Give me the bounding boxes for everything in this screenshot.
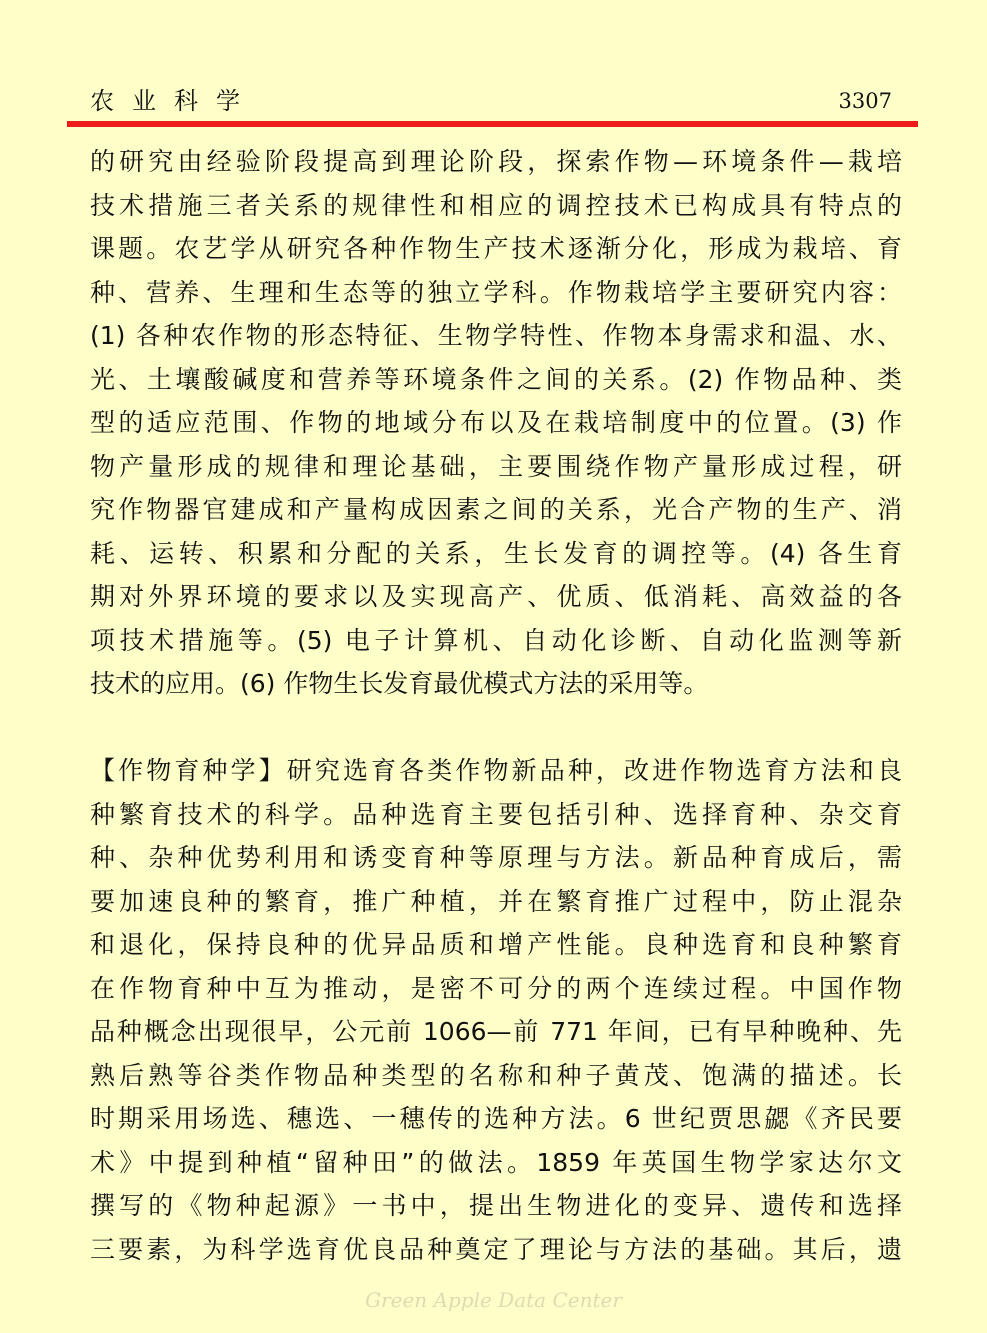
text-line: 种繁育技术的科学。品种选育主要包括引种、选择育种、杂交育	[90, 799, 902, 829]
text-line: 种、营养、生理和生态等的独立学科。作物栽培学主要研究内容：	[90, 277, 902, 307]
text-line: 物产量形成的规律和理论基础，主要围绕作物产量形成过程，研	[90, 451, 902, 481]
text-line: 品种概念出现很早，公元前 1066—前 771 年间，已有早种晚种、先	[90, 1017, 902, 1046]
paragraph-crop-breeding	[90, 749, 902, 1271]
page-number: 3307	[838, 89, 892, 113]
text-line: 三要素，为科学选育优良品种奠定了理论与方法的基础。其后，遗	[90, 1234, 902, 1264]
text-line: 究作物器官建成和产量构成因素之间的关系，光合产物的生产、消	[90, 495, 902, 524]
text-line: 【作物育种学】研究选育各类作物新品种，改进作物选育方法和良	[90, 756, 902, 785]
paragraph-crop-cultivation	[90, 140, 902, 706]
text-line: 要加速良种的繁育，推广种植，并在繁育推广过程中，防止混杂	[90, 886, 902, 916]
text-line: 种、杂种优势利用和诱变育种等原理与方法。新品种育成后，需	[90, 843, 902, 872]
text-line: 技术措施三者关系的规律性和相应的调控技术已构成具有特点的	[90, 190, 902, 220]
header-rule	[67, 121, 918, 127]
paragraph-gap	[90, 706, 902, 750]
text-line: 耗、运转、积累和分配的关系，生长发育的调控等。(4) 各生育	[90, 538, 902, 568]
text-line: 型的适应范围、作物的地域分布以及在栽培制度中的位置。(3) 作	[90, 408, 902, 437]
text-line: 光、土壤酸碱度和营养等环境条件之间的关系。(2) 作物品种、类	[90, 364, 902, 394]
text-line: 术》中提到种植“留种田”的做法。1859 年英国生物学家达尔文	[90, 1147, 902, 1177]
text-line: 在作物育种中互为推动，是密不可分的两个连续过程。中国作物	[90, 973, 902, 1003]
text-line: 的研究由经验阶段提高到理论阶段，探索作物—环境条件—栽培	[90, 147, 902, 176]
text-line: (1) 各种农作物的形态特征、生物学特性、作物本身需求和温、水、	[90, 321, 902, 350]
text-line: 和退化，保持良种的优异品质和增产性能。良种选育和良种繁育	[90, 930, 902, 959]
watermark: Green Apple Data Center	[365, 1288, 622, 1312]
page-body	[90, 140, 902, 1271]
text-line: 熟后熟等谷类作物品种类型的名称和种子黄茂、饱满的描述。长	[90, 1060, 902, 1090]
text-line: 课题。农艺学从研究各种作物生产技术逐渐分化，形成为栽培、育	[90, 234, 902, 263]
text-line: 时期采用场选、穗选、一穗传的选种方法。6 世纪贾思勰《齐民要	[90, 1104, 902, 1133]
running-title: 农业科学	[90, 87, 258, 115]
text-line: 项技术措施等。(5) 电子计算机、自动化诊断、自动化监测等新	[90, 625, 902, 655]
page-header	[90, 84, 892, 118]
text-line: 技术的应用。(6) 作物生长发育最优模式方法的采用等。	[90, 669, 709, 698]
text-line: 期对外界环境的要求以及实现高产、优质、低消耗、高效益的各	[90, 582, 902, 611]
text-line: 撰写的《物种起源》一书中，提出生物进化的变异、遗传和选择	[90, 1191, 902, 1220]
